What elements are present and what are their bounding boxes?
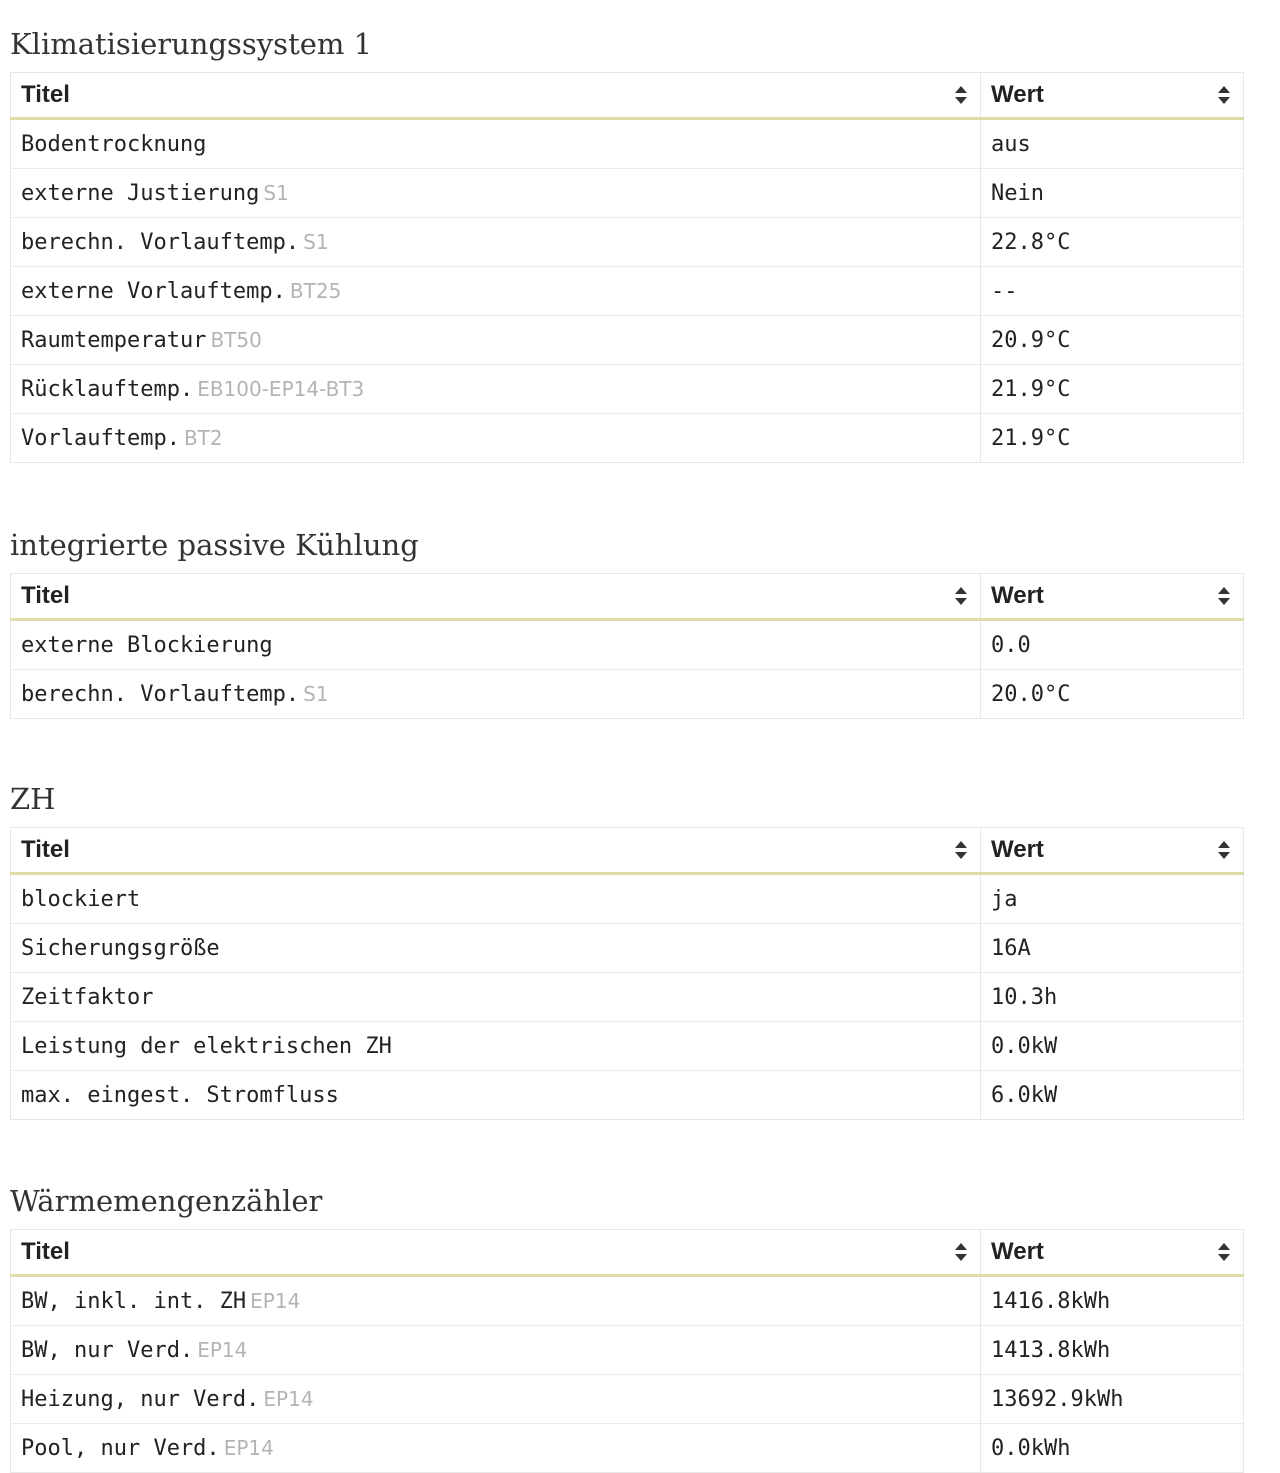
row-value: Nein xyxy=(981,169,1244,218)
row-value: 22.8°C xyxy=(981,218,1244,267)
table-row xyxy=(11,365,1244,414)
row-value: 0.0 xyxy=(981,620,1244,670)
table-row xyxy=(11,670,1244,719)
row-label: BW, inkl. int. ZH xyxy=(21,1288,247,1314)
row-label: externe Vorlauftemp. xyxy=(21,278,286,304)
table-row xyxy=(11,1326,1244,1375)
data-table xyxy=(10,827,1244,1120)
row-value: 20.0°C xyxy=(981,670,1244,719)
row-value: 20.9°C xyxy=(981,316,1244,365)
row-label: blockiert xyxy=(21,886,141,912)
row-value: -- xyxy=(981,267,1244,316)
section-title: Wärmemengenzähler xyxy=(10,1184,323,1218)
sensor-code: S1 xyxy=(303,229,329,254)
table-row xyxy=(11,119,1244,169)
row-value: 21.9°C xyxy=(981,414,1244,463)
row-title xyxy=(11,218,981,267)
sort-icon[interactable] xyxy=(1217,1241,1231,1263)
row-label: externe Justierung xyxy=(21,180,260,206)
table-row xyxy=(11,1071,1244,1120)
row-title xyxy=(11,365,981,414)
table-row xyxy=(11,924,1244,973)
row-label: Bodentrocknung xyxy=(21,131,207,157)
table-row xyxy=(11,874,1244,924)
row-label: Zeitfaktor xyxy=(21,984,154,1010)
table-row xyxy=(11,1022,1244,1071)
table-header-row xyxy=(11,574,1244,620)
table-row xyxy=(11,218,1244,267)
row-label: externe Blockierung xyxy=(21,632,273,658)
row-value: 10.3h xyxy=(981,973,1244,1022)
row-label: berechn. Vorlauftemp. xyxy=(21,681,300,707)
table-header-row xyxy=(11,828,1244,874)
row-value: 6.0kW xyxy=(981,1071,1244,1120)
row-title xyxy=(11,973,981,1022)
data-table xyxy=(10,72,1244,463)
row-value: 1416.8kWh xyxy=(981,1276,1244,1326)
section-klimatisierungssystem xyxy=(10,26,1243,463)
row-label: Raumtemperatur xyxy=(21,327,207,353)
section-title: Klimatisierungssystem 1 xyxy=(10,27,373,61)
data-table xyxy=(10,1229,1244,1473)
sensor-code: EP14 xyxy=(223,1435,274,1460)
row-title xyxy=(11,1276,981,1326)
sensor-code: EP14 xyxy=(197,1337,248,1362)
table-row xyxy=(11,1276,1244,1326)
sensor-code: S1 xyxy=(303,681,329,706)
table-row xyxy=(11,316,1244,365)
sort-icon[interactable] xyxy=(954,839,968,861)
column-header-wert[interactable]: Wert xyxy=(981,73,1244,119)
row-title xyxy=(11,924,981,973)
row-value: 1413.8kWh xyxy=(981,1326,1244,1375)
row-value: 21.9°C xyxy=(981,365,1244,414)
row-label: Rücklauftemp. xyxy=(21,376,194,402)
row-title xyxy=(11,1022,981,1071)
sensor-code: BT2 xyxy=(183,425,223,450)
column-header-wert[interactable]: Wert xyxy=(981,1230,1244,1276)
row-title xyxy=(11,670,981,719)
sensor-code: S1 xyxy=(263,180,289,205)
row-value: 0.0kW xyxy=(981,1022,1244,1071)
row-label: BW, nur Verd. xyxy=(21,1337,194,1363)
row-title xyxy=(11,1375,981,1424)
sensor-code: BT25 xyxy=(289,278,342,303)
row-title xyxy=(11,316,981,365)
column-header-wert[interactable]: Wert xyxy=(981,574,1244,620)
sort-icon[interactable] xyxy=(1217,585,1231,607)
row-title xyxy=(11,414,981,463)
column-header-titel[interactable]: Titel xyxy=(11,828,981,874)
sensor-code: BT50 xyxy=(210,327,262,352)
section-waermemengenzaehler xyxy=(10,1183,1243,1473)
section-title: ZH xyxy=(10,782,56,816)
row-title xyxy=(11,267,981,316)
column-header-titel[interactable]: Titel xyxy=(11,574,981,620)
row-title xyxy=(11,1326,981,1375)
row-title xyxy=(11,620,981,670)
table-header-row xyxy=(11,1230,1244,1276)
table-row xyxy=(11,267,1244,316)
row-label: max. eingest. Stromfluss xyxy=(21,1082,339,1108)
column-header-titel[interactable]: Titel xyxy=(11,73,981,119)
section-passive-kuehlung xyxy=(10,527,1243,719)
row-label: berechn. Vorlauftemp. xyxy=(21,229,300,255)
table-row xyxy=(11,620,1244,670)
row-value: aus xyxy=(981,119,1244,169)
row-value: 0.0kWh xyxy=(981,1424,1244,1473)
row-title xyxy=(11,119,981,169)
row-label: Vorlauftemp. xyxy=(21,425,180,451)
sort-icon[interactable] xyxy=(1217,84,1231,106)
row-value: 13692.9kWh xyxy=(981,1375,1244,1424)
row-label: Heizung, nur Verd. xyxy=(21,1386,260,1412)
row-label: Sicherungsgröße xyxy=(21,935,220,961)
table-row xyxy=(11,1375,1244,1424)
sort-icon[interactable] xyxy=(954,1241,968,1263)
column-header-titel[interactable]: Titel xyxy=(11,1230,981,1276)
table-row xyxy=(11,1424,1244,1473)
row-label: Leistung der elektrischen ZH xyxy=(21,1033,392,1059)
sort-icon[interactable] xyxy=(1217,839,1231,861)
table-row xyxy=(11,169,1244,218)
section-zh xyxy=(10,781,1243,1120)
row-title xyxy=(11,1071,981,1120)
column-header-wert[interactable]: Wert xyxy=(981,828,1244,874)
row-title xyxy=(11,169,981,218)
row-value: ja xyxy=(981,874,1244,924)
row-label: Pool, nur Verd. xyxy=(21,1435,220,1461)
table-header-row xyxy=(11,73,1244,119)
sensor-code: EP14 xyxy=(250,1288,301,1313)
sensor-code: EB100-EP14-BT3 xyxy=(197,376,365,401)
row-value: 16A xyxy=(981,924,1244,973)
row-title xyxy=(11,874,981,924)
section-title: integrierte passive Kühlung xyxy=(10,528,419,562)
sort-icon[interactable] xyxy=(954,84,968,106)
table-row xyxy=(11,973,1244,1022)
sort-icon[interactable] xyxy=(954,585,968,607)
data-table xyxy=(10,573,1244,719)
table-row xyxy=(11,414,1244,463)
sensor-code: EP14 xyxy=(263,1386,314,1411)
row-title xyxy=(11,1424,981,1473)
